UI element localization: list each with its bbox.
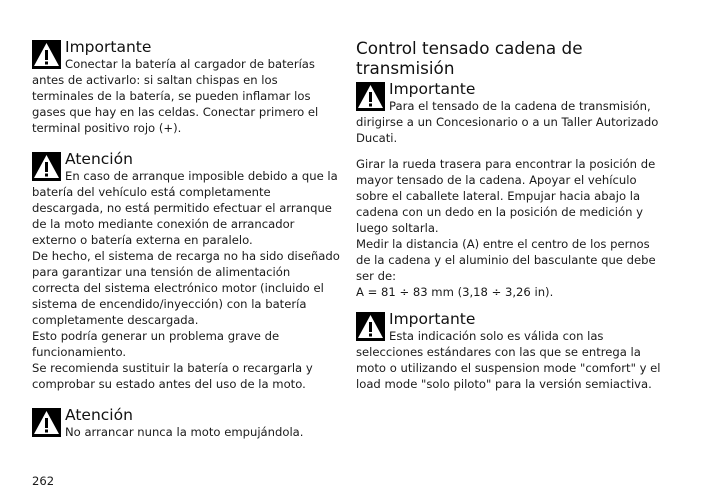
notice-title: Importante bbox=[389, 310, 476, 328]
left-column bbox=[32, 38, 340, 454]
notice-importante-tensado bbox=[356, 80, 662, 146]
notice-body: Para el tensado de la cadena de transmisión, dirigirse a un Concesionario o a un Taller Autorizado Ducati. bbox=[356, 99, 659, 145]
notice-body-continued: De hecho, el sistema de recarga no ha sido diseñado para garantizar una tensión de alimentación correcta del sistema electrónico motor (incluido el sistema de encendido/inyección) con la batería completamente descargada. Esto podría generar un problema grave de funcionamiento. Se recomienda sustituir la batería o recargarla y comprobar su estado antes del uso de la moto. bbox=[32, 249, 340, 391]
notice-title: Importante bbox=[389, 80, 476, 98]
measurement-paragraph: Medir la distancia (A) entre el centro de los pernos de la cadena y el aluminio del basculante que debe ser de: bbox=[356, 237, 656, 283]
notice-body: Esta indicación solo es válida con las selecciones estándares con las que se entrega la moto o utilizando el suspension mode "comfort" y el load mode "solo piloto" para la versión semiactiva. bbox=[356, 329, 661, 391]
warning-triangle-icon bbox=[32, 152, 61, 181]
notice-body: Conectar la batería al cargador de baterías antes de activarlo: si saltan chispas en los terminales de la batería, se pueden inflamar los gases que hay en las celdas. Conectar primero el terminal positivo rojo (+). bbox=[32, 57, 319, 135]
warning-triangle-icon bbox=[356, 82, 385, 111]
notice-title: Atención bbox=[65, 406, 133, 424]
section-title: Control tensado cadena de transmisión bbox=[356, 38, 583, 78]
notice-importante-battery bbox=[32, 38, 340, 136]
notice-importante-suspension bbox=[356, 310, 662, 392]
right-column bbox=[356, 38, 662, 406]
notice-title: Importante bbox=[65, 38, 152, 56]
instruction-paragraph: Girar la rueda trasera para encontrar la posición de mayor tensado de la cadena. Apoyar el vehículo sobre el caballete lateral. Empujar hacia abajo la cadena con un dedo en la posición de medición y luego soltarla. bbox=[356, 157, 656, 235]
warning-triangle-icon bbox=[32, 40, 61, 69]
page-number: 262 bbox=[32, 474, 55, 488]
measurement-value: A = 81 ÷ 83 mm (3,18 ÷ 3,26 in). bbox=[356, 285, 554, 299]
notice-title: Atención bbox=[65, 150, 133, 168]
notice-body: No arrancar nunca la moto empujándola. bbox=[65, 425, 304, 439]
warning-triangle-icon bbox=[356, 312, 385, 341]
notice-atencion-empujar bbox=[32, 406, 340, 440]
notice-atencion-arranque bbox=[32, 150, 340, 392]
warning-triangle-icon bbox=[32, 408, 61, 437]
notice-body: En caso de arranque imposible debido a que la batería del vehículo está completamente descargada, no está permitido efectuar el arranque de la moto mediante conexión de arrancador externo o batería externa en paralelo. bbox=[32, 169, 338, 247]
